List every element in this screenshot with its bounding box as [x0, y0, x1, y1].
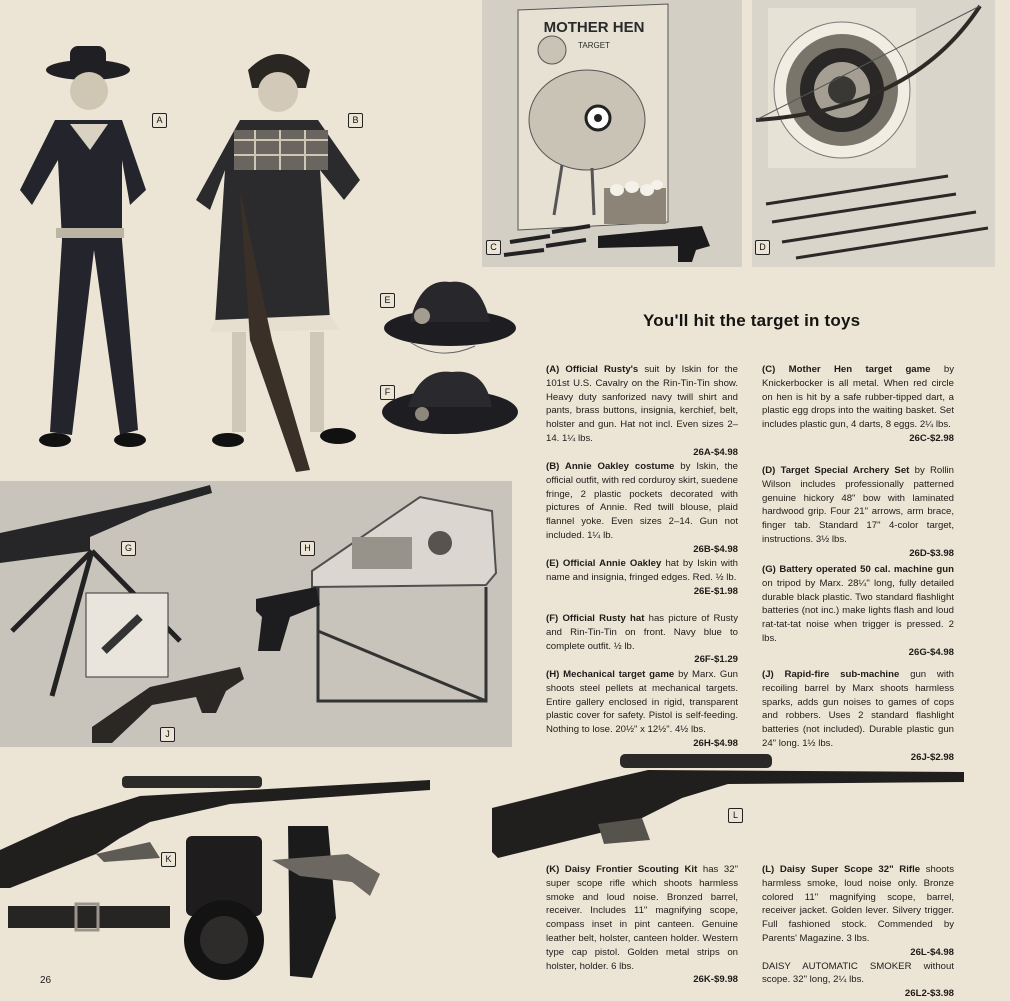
tag-l: L	[728, 808, 743, 823]
item-b-lead: (B) Annie Oakley costume	[546, 461, 675, 472]
item-g-body: on tripod by Marx. 28¼" long, fully detailed durable black plastic. Two standard flashlight batteries (not inc.) make lights flash and loud rat-tat-tat noise when trigger is pressed. 2 lbs.	[762, 577, 954, 644]
tag-f: F	[380, 385, 395, 400]
item-j-body: gun with recoiling barrel by Marx shoots harmless sparks, adds gun noises to games of cops and robbers. Uses 2 standard flashlight batteries (not included). Durable plastic gun 24" long. 1½ lbs.	[762, 669, 954, 749]
item-h-price: 26H-$4.98	[693, 737, 738, 749]
tag-b: B	[348, 113, 363, 128]
item-f-price: 26F-$1.29	[694, 654, 738, 666]
guns-target-game-photo	[0, 481, 512, 747]
item-k-price: 26K-$9.98	[693, 974, 738, 986]
item-b-description	[546, 460, 738, 557]
item-k-lead: (K) Daisy Frontier Scouting Kit	[546, 864, 698, 875]
item-f-lead: (F) Official Rusty hat	[546, 613, 645, 624]
item-a-body: suit by Iskin for the 101st U.S. Cavalry on the Rin-Tin-Tin show. Heavy duty sanforized navy twill shirt and pants, brass buttons, insignia, kerchief, belt, holster and gun. Hat not incl. Even sizes 2–14. 1¼ lbs.	[546, 364, 738, 444]
item-d-description	[762, 464, 954, 561]
item-l-body: shoots harmless smoke, loud noise only. Bronze colored 11" magnifying scope, barrel, receiver jacket. Golden lever. Silvery trigger. Full fashioned stock. Commended by Parents' Magazine. 3 lbs.	[762, 864, 954, 944]
item-c-description	[762, 363, 954, 446]
tag-a: A	[152, 113, 167, 128]
item-b-body: by Iskin, the official outfit, with red corduroy skirt, suedene fringe, 2 plastic pockets decorated with pictures of Annie. Red twill blouse, plaid flannel yoke. Even sizes 2–14. Gun not included. 1¼ lb.	[546, 461, 739, 541]
hats-photo	[380, 272, 520, 447]
tag-k: K	[161, 852, 176, 867]
target-board-sub: TARGET	[578, 41, 610, 50]
item-l-description	[762, 863, 954, 1001]
item-g-description	[762, 563, 954, 660]
item-a-description	[546, 363, 738, 460]
page-headline: You'll hit the target in toys	[643, 311, 861, 330]
daisy-scouting-kit-photo	[0, 770, 430, 985]
item-f-body: has picture of Rusty and Rin-Tin-Tin on front. Navy blue to complete outfit. ½ lb.	[546, 613, 739, 652]
item-g-lead: (G) Battery operated 50 cal. machine gun	[762, 564, 954, 575]
tag-e: E	[380, 293, 395, 308]
page-number: 26	[40, 975, 52, 986]
item-e-price: 26E-$1.98	[693, 585, 738, 597]
item-e-body: hat by Iskin with name and insignia, fringed edges. Red. ½ lb.	[546, 558, 738, 583]
item-l-extra: DAISY AUTOMATIC SMOKER without scope. 32" long, 2¼ lbs.	[762, 960, 954, 986]
item-f-description	[546, 612, 738, 667]
item-a-price: 26A-$4.98	[693, 446, 738, 458]
item-e-lead: (E) Official Annie Oakley	[546, 558, 662, 569]
tag-g: G	[121, 541, 136, 556]
tag-c: C	[486, 240, 501, 255]
item-d-lead: (D) Target Special Archery Set	[762, 465, 910, 476]
costumes-photo	[10, 40, 370, 480]
target-board-text: MOTHER HEN	[543, 19, 645, 36]
item-h-description	[546, 668, 738, 751]
item-b-price: 26B-$4.98	[693, 543, 738, 555]
item-e-description	[546, 557, 738, 598]
tag-d: D	[755, 240, 770, 255]
archery-set-photo	[752, 0, 995, 267]
mother-hen-target-photo	[482, 0, 742, 267]
tag-j: J	[160, 727, 175, 742]
item-k-body: has 32" super scope rifle which shoots harmless smoke and loud noise. Bronzed barrel, receiver. Includes 11" magnifying scope, compass inset in pint canteen. Genuine leather belt, holster, canteen holder. Western type cap pistol. Golden metal strips on holster, holder. 6 lbs.	[546, 864, 738, 972]
item-c-body: by Knickerbocker is all metal. When red circle on hen is hit by a safe rubber-tipped dart, a plastic egg drops into the waiting basket. Set includes plastic gun, 4 darts, 8 eggs. 2¼ lbs.	[762, 364, 954, 431]
item-j-description	[762, 668, 954, 765]
item-k-description	[546, 863, 738, 987]
tag-h: H	[300, 541, 315, 556]
daisy-super-scope-rifle-photo	[492, 752, 964, 862]
item-h-lead: (H) Mechanical target game	[546, 669, 675, 680]
item-h-body: by Marx. Gun shoots steel pellets at mechanical targets. Entire gallery enclosed in rigid, transparent plastic cover for safety. Pistol is self-feeding. Nothing to lose. 20½" x 12½". 4½ lbs.	[546, 669, 738, 736]
item-l-price: 26L-$4.98	[910, 946, 954, 958]
item-c-lead: (C) Mother Hen target game	[762, 364, 931, 375]
item-l-extra-price: 26L2-$3.98	[904, 988, 954, 1000]
item-c-price: 26C-$2.98	[909, 432, 954, 444]
item-d-price: 26D-$3.98	[909, 547, 954, 559]
item-a-lead: (A) Official Rusty's	[546, 364, 639, 375]
item-d-body: by Rollin Wilson includes professionally patterned genuine hickory 48" bow with laminated hardwood grip. Four 21" arrows, arm brace, finger tab. Standard 17" 4-color target, instructions. 3½ lbs.	[762, 465, 954, 545]
item-j-price: 26J-$2.98	[910, 751, 954, 763]
item-l-lead: (L) Daisy Super Scope 32" Rifle	[762, 864, 921, 875]
item-j-lead: (J) Rapid-fire sub-machine	[762, 669, 900, 680]
item-g-price: 26G-$4.98	[908, 646, 954, 658]
